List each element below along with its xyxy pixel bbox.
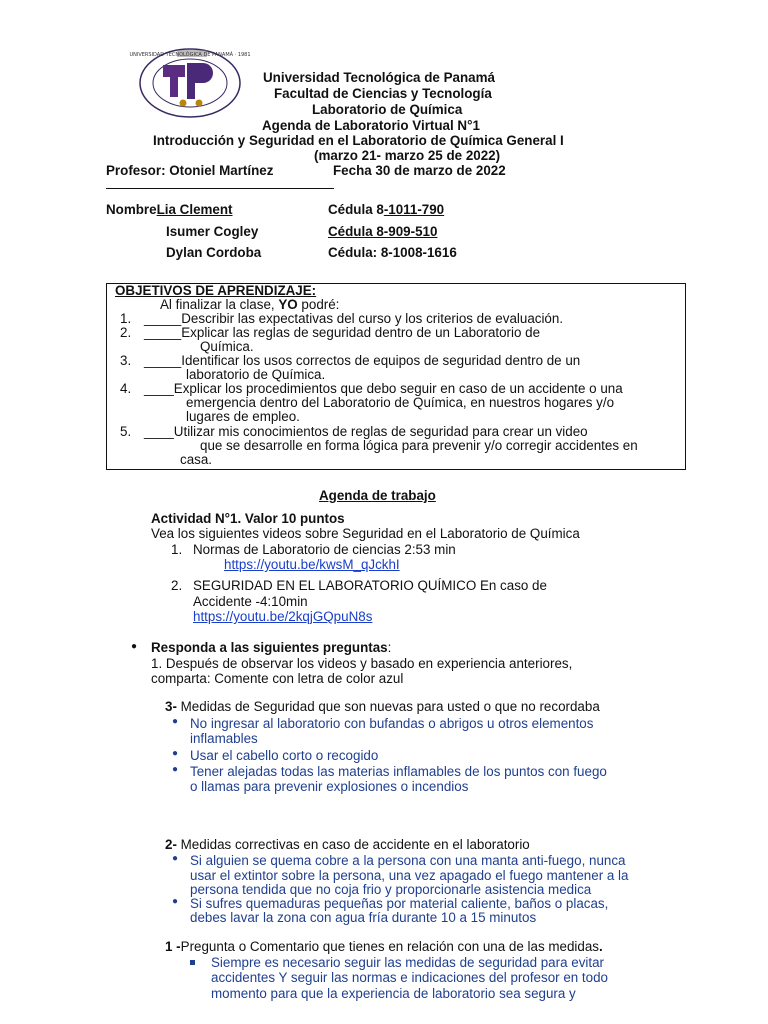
objective-text: ____Utilizar mis conocimientos de reglas de seguridad para crear un video bbox=[144, 424, 588, 439]
objective-text-cont: lugares de empleo. bbox=[186, 409, 300, 424]
activity-title: Actividad N°1. Valor 10 puntos bbox=[151, 511, 345, 526]
university-seal-logo bbox=[129, 47, 251, 119]
agenda-heading: Agenda de trabajo bbox=[319, 488, 436, 503]
professor-name: Profesor: Otoniel Martínez bbox=[106, 163, 274, 178]
document-date: Fecha 30 de marzo de 2022 bbox=[333, 163, 506, 178]
questions-heading: Responda a las siguientes preguntas: bbox=[151, 640, 392, 655]
answer-text-cont: momento para que la experiencia de laboratorio sea segura y bbox=[211, 986, 576, 1001]
header-divider bbox=[106, 188, 334, 189]
video-title-cont: Accidente -4:10min bbox=[193, 594, 308, 609]
objective-text-cont: laboratorio de Química. bbox=[186, 367, 326, 382]
section-2-title: 2- Medidas correctivas en caso de accidente en el laboratorio bbox=[165, 837, 530, 852]
objective-text-cont: Química. bbox=[200, 339, 254, 354]
answer-text: Tener alejadas todas las materias inflamables de los puntos con fuego bbox=[190, 764, 607, 779]
video-number: 1. bbox=[171, 542, 183, 557]
section-3-title: 3- Medidas de Seguridad que son nuevas para usted o que no recordaba bbox=[165, 699, 600, 714]
student-name: Dylan Cordoba bbox=[166, 245, 262, 260]
activity-instruction: Vea los siguientes videos sobre Seguridad en el Laboratorio de Química bbox=[151, 526, 580, 541]
answer-text-cont: inflamables bbox=[190, 731, 258, 746]
bullet-dot-icon: ● bbox=[131, 641, 138, 652]
objective-text: _____Explicar las reglas de seguridad dentro de un Laboratorio de bbox=[144, 325, 541, 340]
bullet-dot-icon: ● bbox=[172, 853, 179, 864]
video-link[interactable]: https://youtu.be/2kqjGQpuN8s bbox=[193, 609, 373, 624]
objective-number: 5. bbox=[120, 424, 132, 439]
answer-text-cont: debes lavar la zona con agua fría durante 10 a 15 minutos bbox=[190, 910, 537, 925]
faculty-name: Facultad de Ciencias y Tecnología bbox=[274, 86, 492, 101]
objective-text: _____Identificar los usos correctos de equipos de seguridad dentro de un bbox=[144, 353, 581, 368]
bullet-dot-icon: ● bbox=[172, 764, 179, 775]
student-id-1: Cédula 8-1011-790 bbox=[328, 202, 445, 217]
answer-text-cont: accidentes Y seguir las normas e indicaciones del profesor en todo bbox=[211, 970, 608, 985]
student-name: Isumer Cogley bbox=[166, 224, 259, 239]
video-number: 2. bbox=[171, 578, 183, 593]
section-1-title: 1 -Pregunta o Comentario que tienes en relación con una de las medidas. bbox=[165, 939, 603, 954]
agenda-title: Agenda de Laboratorio Virtual N°1 bbox=[262, 118, 480, 133]
objective-number: 4. bbox=[120, 381, 132, 396]
student-row-1 bbox=[106, 202, 297, 217]
objective-number: 1. bbox=[120, 311, 132, 326]
bullet-dot-icon: ● bbox=[172, 748, 179, 759]
video-link[interactable]: https://youtu.be/kwsM_qJckhI bbox=[224, 557, 400, 572]
question-1-prompt: 1. Después de observar los videos y basado en experiencia anteriores, bbox=[151, 656, 573, 671]
objective-text-cont: casa. bbox=[180, 452, 213, 467]
student-id-3: Cédula: 8-1008-1616 bbox=[328, 245, 457, 260]
answer-text: Si alguien se quema cobre a la persona con una manta anti-fuego, nunca bbox=[190, 853, 626, 868]
name-label: Nombre bbox=[106, 202, 157, 217]
answer-text: Usar el cabello corto o recogido bbox=[190, 748, 379, 763]
answer-text: No ingresar al laboratorio con bufandas o abrigos u otros elementos bbox=[190, 716, 594, 731]
answer-text-cont: o llamas para prevenir explosiones o incendios bbox=[190, 779, 469, 794]
square-bullet-icon bbox=[190, 960, 195, 965]
date-range: (marzo 21- marzo 25 de 2022) bbox=[314, 148, 501, 163]
objectives-title: OBJETIVOS DE APRENDIZAJE: bbox=[115, 283, 317, 298]
bullet-dot-icon: ● bbox=[172, 896, 179, 907]
university-name: Universidad Tecnológica de Panamá bbox=[263, 70, 495, 85]
question-1-prompt-cont: comparta: Comente con letra de color azul bbox=[151, 671, 404, 686]
student-name: Lia Clement bbox=[156, 202, 233, 217]
seal-text: UNIVERSIDAD TECNOLÓGICA DE PANAMÁ · 1981 bbox=[129, 52, 251, 58]
lab-name: Laboratorio de Química bbox=[312, 102, 463, 117]
answer-text-cont: persona tendida que no coja frio y proporcionarle asistencia medica bbox=[190, 882, 592, 897]
answer-text-cont: usar el extintor sobre la persona, una vez apagado el fuego mantener a la bbox=[190, 868, 629, 883]
objective-text-cont: emergencia dentro del Laboratorio de Química, en nuestros hogares y/o bbox=[186, 395, 615, 410]
answer-text: Siempre es necesario seguir las medidas de seguridad para evitar bbox=[211, 955, 605, 970]
objective-text: _____Describir las expectativas del curso y los criterios de evaluación. bbox=[144, 311, 564, 326]
video-title: SEGURIDAD EN EL LABORATORIO QUÍMICO En caso de bbox=[193, 578, 547, 593]
objective-number: 2. bbox=[120, 325, 132, 340]
objective-number: 3. bbox=[120, 353, 132, 368]
objective-text-cont: que se desarrolle en forma lógica para prevenir y/o corregir accidentes en bbox=[200, 438, 638, 453]
bullet-dot-icon: ● bbox=[172, 716, 179, 727]
objective-text: ____Explicar los procedimientos que debo seguir en caso de un accidente o una bbox=[144, 381, 623, 396]
topic-title: Introducción y Seguridad en el Laboratorio de Química General I bbox=[153, 133, 564, 148]
objectives-intro: Al finalizar la clase, YO podré: bbox=[160, 297, 340, 312]
answer-text: Si sufres quemaduras pequeñas por material caliente, baños o placas, bbox=[190, 896, 609, 911]
video-title: Normas de Laboratorio de ciencias 2:53 min bbox=[193, 542, 456, 557]
student-id-2: Cédula 8-909-510 bbox=[328, 224, 438, 239]
